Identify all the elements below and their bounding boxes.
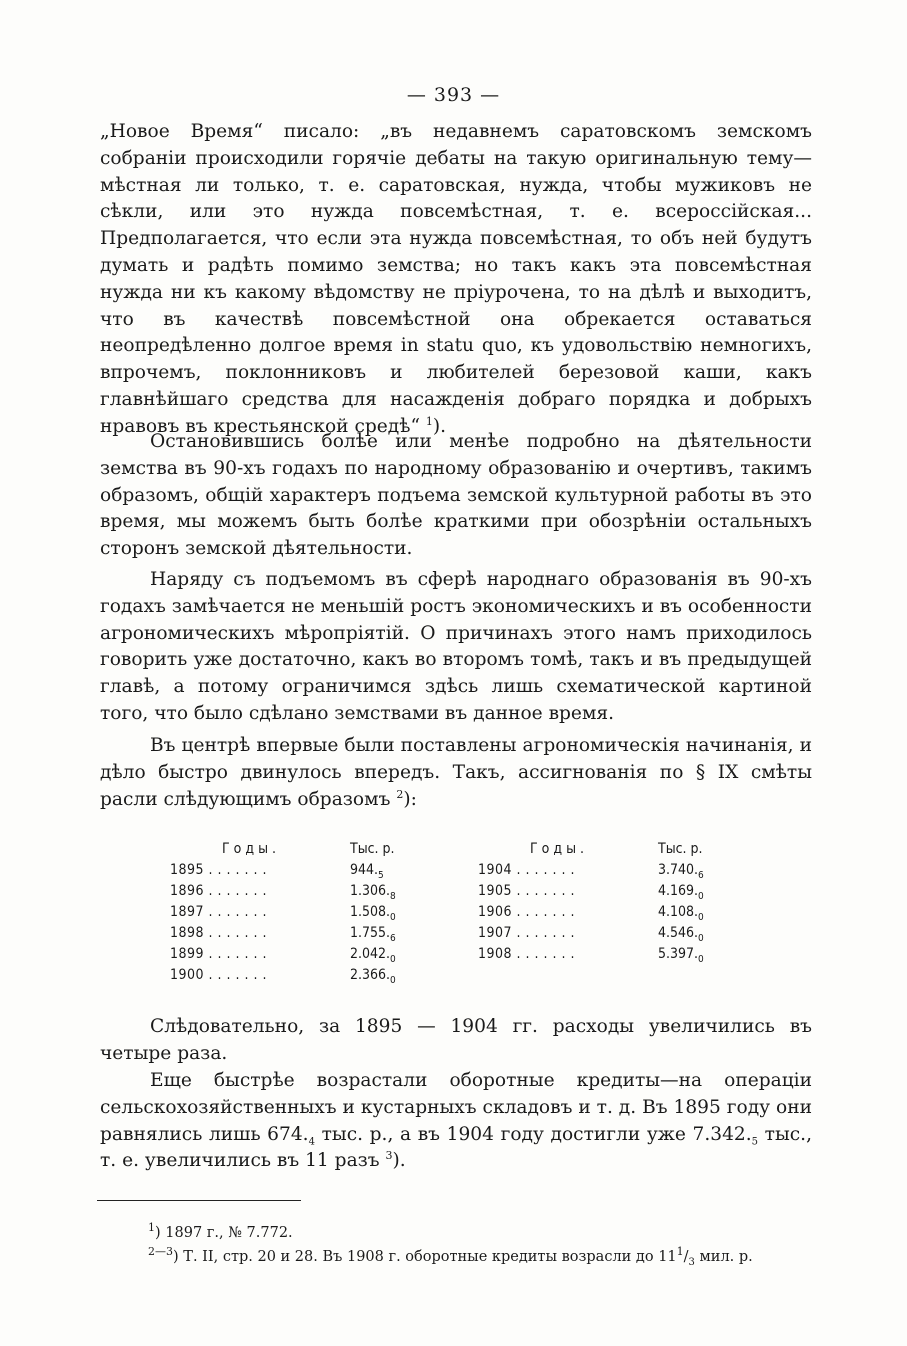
- year-cell: 1907 . . . . . . .: [478, 925, 576, 941]
- paragraph-text: тыс. р., а въ 1904 году достигли уже 7.342.: [321, 1123, 752, 1145]
- value-decimal: 0: [698, 932, 704, 944]
- year-cell: 1895 . . . . . . .: [170, 862, 268, 878]
- value-cell: [658, 944, 738, 965]
- assignments-table-left: [170, 839, 430, 986]
- table-header: [170, 839, 430, 860]
- ref-close: ).: [432, 415, 447, 437]
- decimal-sub: 4: [308, 1136, 315, 1148]
- value-text: 944.: [350, 862, 379, 878]
- year-cell: 1905 . . . . . . .: [478, 883, 576, 899]
- value-text: 4.169.: [658, 883, 699, 899]
- fraction-numerator: 1: [676, 1245, 684, 1259]
- value-cell: [350, 881, 430, 902]
- paragraph-assignments: [100, 733, 812, 813]
- table-row: [478, 902, 738, 923]
- value-text: 1.508.: [350, 904, 391, 920]
- paragraph-text: Въ центрѣ впервые были поставлены агрономическія начинанія, и дѣло быстро двинулось впередъ. Такъ, ассигнованія по § IX смѣты расли слѣдующимъ образомъ: [100, 735, 812, 810]
- value-cell: [658, 860, 738, 881]
- paragraph-quote: [100, 119, 812, 441]
- paragraph-text: тыс., т. е. увеличились въ 11 разъ: [100, 1123, 812, 1172]
- footnote-text-tail: мил. р.: [694, 1249, 753, 1265]
- value-decimal: 0: [698, 911, 704, 923]
- footnote-text: ) Т. II, стр. 20 и 28. Въ 1908 г. оборотные кредиты возрасли до 11: [173, 1249, 677, 1265]
- value-decimal: 5: [378, 869, 384, 881]
- footnote-mark: 1: [148, 1221, 155, 1235]
- year-cell: 1897 . . . . . . .: [170, 904, 268, 920]
- paragraph-agronomy: [100, 567, 812, 728]
- paragraph-text: Остановившись болѣе или менѣе подробно на дѣятельности земства въ 90-хъ годахъ по народному образованію и очертивъ, такимъ образомъ, общій характеръ подъема земской культурной работы въ это время, мы можемъ быть болѣе краткими при обозрѣніи остальныхъ сторонъ земской дѣятельности.: [100, 431, 812, 560]
- value-text: 1.755.: [350, 925, 391, 941]
- table-row: [478, 881, 738, 902]
- value-text: 3.740.: [658, 862, 699, 878]
- value-cell: [658, 923, 738, 944]
- paragraph-text: Слѣдовательно, за 1895 — 1904 гг. расходы увеличились въ четыре раза.: [100, 1016, 812, 1064]
- value-text: 4.546.: [658, 925, 699, 941]
- value-text: 1.306.: [350, 883, 391, 899]
- year-cell: 1896 . . . . . . .: [170, 883, 268, 899]
- value-cell: [350, 860, 430, 881]
- value-cell: [350, 944, 430, 965]
- value-decimal: 0: [698, 890, 704, 902]
- assignments-table-right: [478, 839, 738, 965]
- footnote-ref: 1: [425, 414, 433, 428]
- fraction-denominator: 3: [688, 1256, 695, 1268]
- footnote-text: ) 1897 г., № 7.772.: [155, 1225, 293, 1241]
- value-cell: [350, 923, 430, 944]
- value-cell: [658, 902, 738, 923]
- paragraph-text: Наряду съ подъемомъ въ сферѣ народнаго образованія въ 90-хъ годахъ замѣчается не меньшій ростъ экономическихъ и въ особенности агрономическихъ мѣропріятій. О причинахъ этого намъ приходилось говорить уже достаточно, какъ во второмъ томѣ, такъ и въ предыдущей главѣ, а потому ограничимся здѣсь лишь схематической картиной того, что было сдѣлано земствами въ данное время.: [100, 569, 812, 724]
- year-cell: 1908 . . . . . . .: [478, 946, 576, 962]
- table-row: [170, 860, 430, 881]
- paragraph-text: Еще быстрѣе возрастали оборотные кредиты—на операціи сельскохозяйственныхъ и кустарныхъ складовъ и т. д. Въ 1895 году они равнялись лишь 674.: [100, 1070, 812, 1145]
- table-row: [478, 944, 738, 965]
- footnote-ref: 3: [385, 1149, 393, 1163]
- paragraph-credits: [100, 1068, 812, 1175]
- footnote-mark: 2—3: [148, 1245, 173, 1259]
- value-decimal: 0: [390, 953, 396, 965]
- table-row: [170, 965, 430, 986]
- year-cell: 1906 . . . . . . .: [478, 904, 576, 920]
- ref-close: ).: [392, 1150, 406, 1172]
- value-text: 2.366.: [350, 967, 391, 983]
- col-value-header: Тыс. р.: [658, 841, 703, 857]
- year-cell: 1904 . . . . . . .: [478, 862, 576, 878]
- year-cell: 1898 . . . . . . .: [170, 925, 268, 941]
- col-year-header: Годы.: [530, 841, 589, 857]
- value-text: 2.042.: [350, 946, 391, 962]
- value-decimal: 0: [390, 974, 396, 986]
- footnote-1: [148, 1223, 828, 1243]
- value-decimal: 0: [698, 953, 704, 965]
- footnote-ref: 2: [396, 787, 404, 801]
- value-decimal: 6: [698, 869, 704, 881]
- year-cell: 1899 . . . . . . .: [170, 946, 268, 962]
- value-text: 5.397.: [658, 946, 699, 962]
- page-number: — 393 —: [406, 84, 501, 106]
- table-row: [170, 881, 430, 902]
- footnote-2: $^{2—3}$) Т. II, стр. 20 и 28. Въ 1908 г. оборотные кредиты возрасли до $11^1/_3$ мил. р.: [148, 1245, 753, 1268]
- value-cell: [658, 881, 738, 902]
- table-row: [478, 923, 738, 944]
- paragraph-zemstvo-education: [100, 429, 812, 563]
- value-decimal: 0: [390, 911, 396, 923]
- ref-close: ):: [403, 788, 417, 810]
- year-cell: 1900 . . . . . . .: [170, 967, 268, 983]
- paragraph-text: „Новое Время“ писало: „въ недавнемъ саратовскомъ земскомъ собраніи происходили горячіе дебаты на такую оригинальную тему—мѣстная ли только, т. е. саратовская, нужда, чтобы мужиковъ не сѣкли, или это нужда повсемѣстная, т. е. всероссійская... Предполагается, что если эта нужда повсемѣстная, то объ ней будутъ думать и радѣть помимо земства; но такъ какъ эта повсемѣстная нужда ни къ какому вѣдомству не пріурочена, то на дѣлѣ и выходитъ, что въ качествѣ повсемѣстной она обрекается оставаться неопредѣленно долгое время in statu quo, къ удовольствію немногихъ, впрочемъ, поклонниковъ и любителей березовой каши, какъ главнѣйшаго средства для насажденія добраго порядка и добрыхъ нравовъ въ крестьянской средѣ“: [100, 121, 812, 437]
- table-header: [478, 839, 738, 860]
- table-row: [170, 923, 430, 944]
- value-decimal: 8: [390, 890, 396, 902]
- footnote-divider: [97, 1200, 301, 1201]
- decimal-sub: 5: [751, 1136, 759, 1148]
- table-row: [170, 944, 430, 965]
- value-text: 4.108.: [658, 904, 699, 920]
- value-decimal: 6: [390, 932, 396, 944]
- value-cell: [350, 902, 430, 923]
- table-row: [478, 860, 738, 881]
- value-cell: [350, 965, 430, 986]
- table-row: [170, 902, 430, 923]
- col-value-header: Тыс. р.: [350, 841, 395, 857]
- col-year-header: Годы.: [222, 841, 281, 857]
- paragraph-conclusion: [100, 1014, 812, 1068]
